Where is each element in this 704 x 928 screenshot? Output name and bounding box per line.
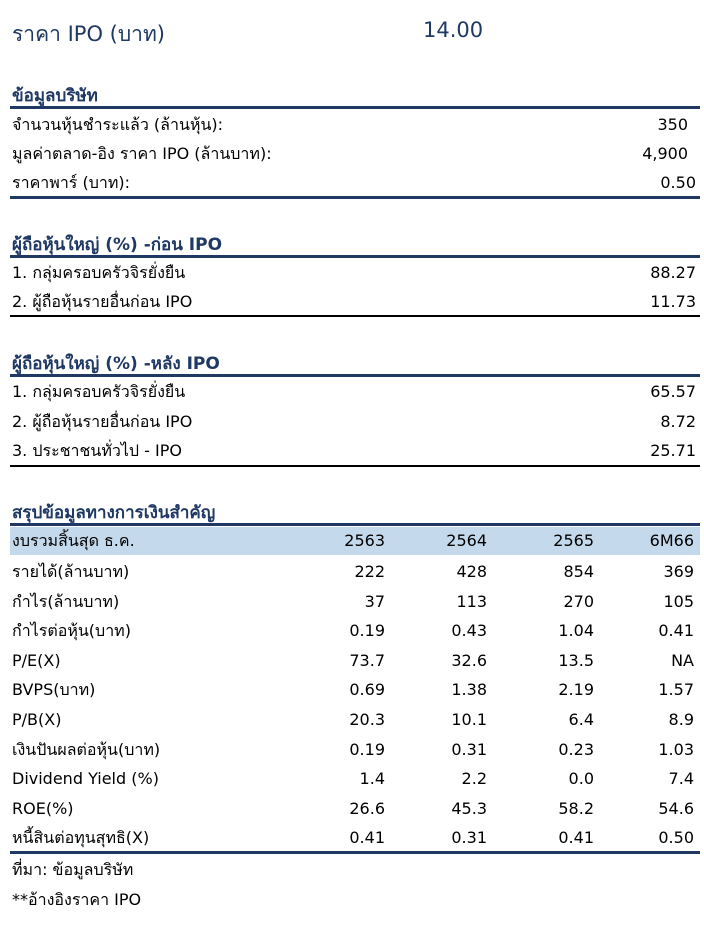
row-value: 73.7 — [349, 651, 385, 670]
header-cell: 6M66 — [649, 531, 694, 550]
row-value: 10.1 — [451, 710, 487, 729]
financials-header-row — [10, 527, 700, 555]
row-value: 0.41 — [558, 828, 594, 847]
row-value: 854 — [563, 562, 594, 581]
shareholders-pre-bottom-rule — [10, 315, 700, 317]
row-value: 0.19 — [349, 740, 385, 759]
row-value: 26.6 — [349, 799, 385, 818]
shareholders-pre-title: ผู้ถือหุ้นใหญ่ (%) -ก่อน IPO — [12, 235, 223, 255]
row-value: 2.2 — [461, 769, 487, 788]
shareholders-post-title: ผู้ถือหุ้นใหญ่ (%) -หลัง IPO — [12, 354, 220, 374]
company-info-row — [12, 169, 696, 197]
row-value: 32.6 — [451, 651, 487, 670]
financials-row — [10, 735, 700, 764]
row-value: 20.3 — [349, 710, 385, 729]
row-value: 13.5 — [558, 651, 594, 670]
company-info-title: ข้อมูลบริษัท — [12, 86, 98, 106]
row-value: 369 — [663, 562, 694, 581]
company-info-row — [12, 140, 696, 168]
row-label: ROE(%) — [12, 799, 74, 818]
row-label: มูลค่าตลาด-อิง ราคา IPO (ล้านบาท): — [12, 144, 272, 163]
row-value: 0.50 — [660, 173, 696, 192]
row-value: 88.27 — [650, 263, 696, 282]
row-value: 1.04 — [558, 621, 594, 640]
shareholders-pre-top-rule — [10, 255, 700, 258]
row-value: 1.57 — [658, 680, 694, 699]
ipo-price-value: 14.00 — [423, 18, 484, 42]
row-value: 0.41 — [658, 621, 694, 640]
row-label: กำไรต่อหุ้น(บาท) — [12, 621, 131, 640]
row-value: 6.4 — [568, 710, 594, 729]
row-value: 428 — [456, 562, 487, 581]
company-info-top-rule — [10, 106, 700, 109]
row-label: จำนวนหุ้นชำระแล้ว (ล้านหุ้น): — [12, 115, 224, 134]
shareholders-pre-row — [12, 259, 696, 287]
row-value: 1.4 — [359, 769, 385, 788]
row-value: 350 — [657, 115, 688, 134]
row-value: 0.69 — [349, 680, 385, 699]
row-value: 58.2 — [558, 799, 594, 818]
row-value: 4,900 — [642, 144, 688, 163]
row-label: ราคาพาร์ (บาท): — [12, 173, 131, 192]
financials-bottom-rule — [10, 851, 700, 854]
row-value: 270 — [563, 592, 594, 611]
row-value: 1.38 — [451, 680, 487, 699]
row-value: 113 — [456, 592, 487, 611]
row-value: NA — [671, 651, 694, 670]
row-value: 0.23 — [558, 740, 594, 759]
financials-row — [10, 616, 700, 645]
company-info-bottom-rule — [10, 196, 700, 199]
row-label: 2. ผู้ถือหุ้นรายอื่นก่อน IPO — [12, 292, 193, 311]
header-cell: 2565 — [553, 531, 594, 550]
header-cell: 2564 — [446, 531, 487, 550]
row-label: รายได้(ล้านบาท) — [12, 562, 130, 581]
row-value: 0.50 — [658, 828, 694, 847]
row-value: 37 — [364, 592, 385, 611]
row-label: หนี้สินต่อทุนสุทธิ(X) — [12, 828, 150, 847]
ipo-reference-note: **อ้างอิงราคา IPO — [12, 890, 142, 909]
shareholders-pre-row — [12, 288, 696, 316]
row-label: 1. กลุ่มครอบครัวจิรยั่งยืน — [12, 382, 186, 401]
financials-top-rule — [10, 523, 700, 526]
row-label: P/B(X) — [12, 710, 62, 729]
row-label: กำไร(ล้านบาท) — [12, 592, 120, 611]
row-value: 7.4 — [668, 769, 694, 788]
row-value: 0.19 — [349, 621, 385, 640]
row-value: 222 — [354, 562, 385, 581]
row-label: P/E(X) — [12, 651, 61, 670]
row-value: 8.72 — [660, 412, 696, 431]
shareholders-post-bottom-rule — [10, 465, 700, 467]
row-value: 0.41 — [349, 828, 385, 847]
row-label: BVPS(บาท) — [12, 680, 96, 699]
shareholders-post-row — [12, 378, 696, 406]
shareholders-post-row — [12, 437, 696, 465]
financials-row — [10, 587, 700, 616]
row-value: 11.73 — [650, 292, 696, 311]
row-label: 2. ผู้ถือหุ้นรายอื่นก่อน IPO — [12, 412, 193, 431]
row-value: 54.6 — [658, 799, 694, 818]
row-label: Dividend Yield (%) — [12, 769, 159, 788]
financials-row — [10, 646, 700, 675]
financials-row — [10, 557, 700, 586]
header-cell: 2563 — [344, 531, 385, 550]
row-value: 105 — [663, 592, 694, 611]
row-value: 2.19 — [558, 680, 594, 699]
row-value: 0.43 — [451, 621, 487, 640]
row-value: 0.31 — [451, 828, 487, 847]
financials-row — [10, 705, 700, 734]
financials-row — [10, 794, 700, 823]
financials-title: สรุปข้อมูลทางการเงินสำคัญ — [12, 503, 216, 523]
row-value: 65.57 — [650, 382, 696, 401]
source-note: ที่มา: ข้อมูลบริษัท — [12, 860, 134, 879]
financials-row — [10, 675, 700, 704]
financials-row — [10, 764, 700, 793]
row-value: 45.3 — [451, 799, 487, 818]
header-cell: งบรวมสิ้นสุด ธ.ค. — [12, 531, 135, 550]
company-info-row — [12, 111, 696, 139]
row-value: 8.9 — [668, 710, 694, 729]
row-label: เงินปันผลต่อหุ้น(บาท) — [12, 740, 161, 759]
row-value: 0.0 — [568, 769, 594, 788]
financials-row — [10, 823, 700, 852]
shareholders-post-top-rule — [10, 374, 700, 377]
ipo-price-label: ราคา IPO (บาท) — [12, 22, 165, 46]
row-label: 3. ประชาชนทั่วไป - IPO — [12, 441, 182, 460]
row-label: 1. กลุ่มครอบครัวจิรยั่งยืน — [12, 263, 186, 282]
row-value: 25.71 — [650, 441, 696, 460]
row-value: 1.03 — [658, 740, 694, 759]
shareholders-post-row — [12, 408, 696, 436]
row-value: 0.31 — [451, 740, 487, 759]
